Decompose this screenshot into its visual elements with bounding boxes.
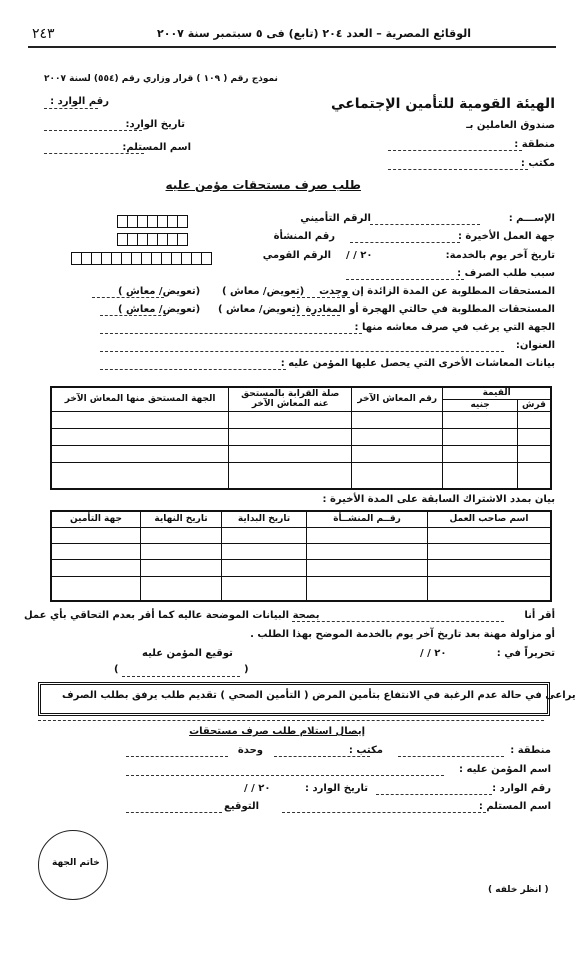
table-row (51, 411, 551, 428)
receipt-region-label: منطقة : (510, 745, 551, 756)
declaration-end: بصحة البيانات الموضحة عاليه كما أقر بعدم التحاقي بأي عمل (24, 610, 320, 621)
other-pensions-table (50, 386, 552, 490)
gazette-header: الوقائع المصرية – العدد ٢٠٤ (تابع) فى ٥ سبتمبر سنة ٢٠٠٧ (157, 27, 471, 40)
form-title: طلب صرف مستحقات مؤمن عليه (165, 178, 361, 192)
col-start-date: تاريخ البداية (222, 511, 307, 527)
written-in-date[interactable]: / / ٢٠ (420, 648, 447, 659)
incoming-date-label: تاريخ الوارد: (125, 119, 185, 130)
dues-emigration-line-2 (100, 315, 166, 316)
header-rule (28, 46, 556, 48)
receipt-unit-label: وحدة (237, 745, 263, 756)
insurance-no-boxes[interactable] (118, 211, 188, 230)
pension-entity-label: الجهة التي يرغب في صرف معاشه منها : (354, 322, 555, 333)
declaration-name-line (292, 621, 504, 622)
table-row (51, 560, 551, 576)
last-employer-label: جهة العمل الأخيرة : (457, 231, 555, 242)
table-row (51, 446, 551, 463)
receipt-office-line (274, 756, 370, 757)
value-header: القيمة (443, 387, 551, 399)
receipt-region-line (398, 756, 504, 757)
national-id-boxes[interactable] (72, 248, 212, 267)
receipt-incoming-no-label: رقم الوارد : (492, 783, 551, 794)
receipt-title: إيصال استلام طلب صرف مستحقات (189, 726, 365, 737)
last-day-label: تاريخ آخر يوم بالخدمة: (445, 250, 555, 261)
reason-line (346, 279, 464, 280)
incoming-date-line (44, 130, 142, 131)
dues-emigration-line (292, 315, 340, 316)
declaration-line-2: أو مزاولة مهنة بعد تاريخ آخر يوم بالخدمة الموضح بهذا الطلب . (250, 629, 555, 640)
pension-entity-line (100, 333, 362, 334)
col-relationship: صلة القرابة بالمستحق عنه المعاش الآخر (229, 387, 352, 411)
last-day-date[interactable]: / / ٢٠ (346, 250, 373, 261)
receipt-receiver-line (282, 812, 486, 813)
notice-text: يراعى في حالة عدم الرغبة في الانتفاع بتأمين المرض ( التأمين الصحي ) تقديم طلب يرفق بطلب الصرف (62, 690, 576, 701)
receipt-signature-label: التوقيع (224, 801, 259, 812)
value-piaster-header: قرش (518, 399, 552, 411)
signature-paren-open: ( (244, 664, 249, 675)
declaration-start: أقر أنا (524, 610, 555, 621)
col-entity: الجهة المستحق منها المعاش الآخر (51, 387, 229, 411)
name-line (370, 224, 480, 225)
col-employer: اسم صاحب العمل (428, 511, 552, 527)
establishment-no-boxes[interactable] (118, 229, 188, 248)
office-label: مكتب : (520, 158, 555, 169)
dues-extra-line-2 (92, 297, 164, 298)
receipt-incoming-date[interactable]: / / ٢٠ (244, 783, 271, 794)
col-other-pension-no: رقم المعاش الآخر (352, 387, 443, 411)
signature-line[interactable] (122, 676, 240, 677)
receipt-incoming-date-label: تاريخ الوارد : (305, 783, 368, 794)
cut-line (38, 720, 544, 721)
office-line (388, 169, 528, 170)
dues-emigration-label: المستحقات المطلوبة في حالتي الهجرة أو المغادرة (305, 304, 555, 315)
table-row (51, 428, 551, 445)
form-reference: نموذج رقم ( ١٠٩ ) قرار وزاري رقم (٥٥٤) لسنة ٢٠٠٧ (44, 74, 278, 84)
other-pensions-label: بيانات المعاشات الأخرى التي يحصل عليها المؤمن عليه : (280, 358, 555, 369)
see-back-note: ( انظر خلفه ) (488, 885, 549, 895)
reason-label: سبب طلب الصرف : (457, 268, 555, 279)
stamp-label: خاتم الجهة (52, 858, 100, 868)
prev-subscription-label: بيان بمدد الاشتراك السابقة على المدة الأخيرة : (322, 494, 555, 505)
table-row (51, 576, 551, 601)
authority-name: الهيئة القومية للتأمين الإجتماعي (331, 96, 555, 112)
table-row (51, 543, 551, 559)
dues-extra-line (292, 297, 350, 298)
fund-label: صندوق العاملين بـ (466, 120, 555, 131)
incoming-number-line (44, 108, 98, 109)
address-label: العنوان: (515, 340, 555, 351)
receiver-label: اسم المستلم: (122, 142, 191, 153)
written-in-label: تحريراً في : (496, 648, 555, 659)
name-label: الإســـم : (508, 213, 555, 224)
dues-extra-comp-pension-2[interactable]: (تعويض/ معاش ) (118, 286, 201, 297)
value-pound-header: جنيه (443, 399, 518, 411)
receipt-unit-line (126, 756, 228, 757)
insurance-no-label: الرقم التأميني (300, 213, 371, 224)
receipt-insured-name-line (126, 775, 444, 776)
table-row (51, 463, 551, 489)
subscription-table (50, 510, 552, 602)
dues-emigration-comp-pension-2[interactable]: (تعويض/ معاش ) (118, 304, 201, 315)
incoming-number-label: رقم الوارد : (50, 96, 109, 107)
col-establishment: رقــم المنشــأة (307, 511, 428, 527)
region-line (388, 150, 522, 151)
receipt-incoming-no-line (376, 794, 492, 795)
receiver-line (44, 153, 144, 154)
signature-paren-close: ) (114, 664, 119, 675)
col-insurance-entity: جهة التأمين (51, 511, 141, 527)
insured-signature-label: توقيع المؤمن عليه (142, 648, 233, 659)
receipt-signature-line (126, 812, 222, 813)
receipt-office-label: مكتب : (348, 745, 383, 756)
region-label: منطقة : (514, 139, 555, 150)
page-number: ٢٤٣ (32, 26, 55, 42)
dues-emigration-comp-pension[interactable]: (تعويض/ معاش ) (218, 304, 301, 315)
dues-extra-label: المستحقات المطلوبة عن المدة الزائدة إن وجدت (319, 286, 555, 297)
col-end-date: تاريخ النهاية (141, 511, 222, 527)
national-id-label: الرقم القومي (262, 250, 331, 261)
address-line (100, 351, 504, 352)
dues-extra-comp-pension[interactable]: (تعويض/ معاش ) (222, 286, 305, 297)
receipt-insured-name-label: اسم المؤمن عليه : (459, 764, 551, 775)
establishment-no-label: رقم المنشأة (273, 231, 335, 242)
last-employer-line (350, 242, 460, 243)
table-row (51, 527, 551, 543)
other-pensions-line (100, 369, 286, 370)
receipt-receiver-label: اسم المستلم : (478, 801, 551, 812)
